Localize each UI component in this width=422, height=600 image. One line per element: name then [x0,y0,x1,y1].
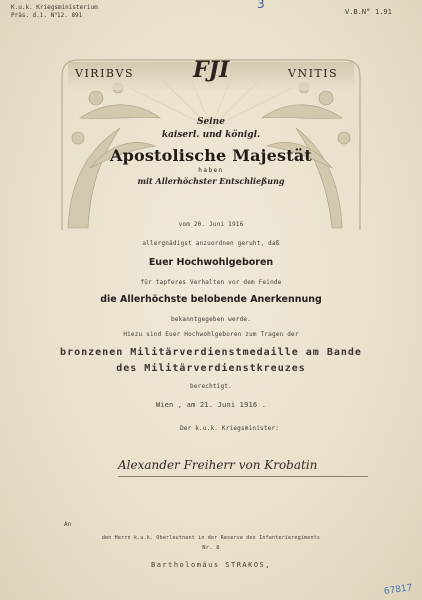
ministry-header: K.u.k. Kriegsministerium [11,4,98,11]
reference-label: V.B.N° [345,8,371,16]
decision-date: vom 20. Juni 1916 [178,221,244,228]
line-berechtigt: berechtigt. [190,383,232,390]
presidial-number: 12. 891 [57,12,83,19]
pencil-mark: 3 [257,0,265,11]
archive-number: 67817 [383,583,414,597]
line-tapferes: für tapferes Verhalten vor dem Feinde [140,279,282,286]
medal-line-1: bronzenen Militärverdienstmedaille am Bande [60,347,362,358]
line-bekanntgegeben: bekanntgegeben werde. [170,316,252,323]
addressee-line-1: den Herrn k.u.k. Oberleutnant in der Reserve des Infanterieregiments [101,535,321,541]
addressee-line-3: Bartholomäus STRAKOS, [150,561,271,569]
signature-line [118,476,368,477]
line-hiezu: Hiezu sind Euer Hochwohlgeboren zum Tragen der [123,331,299,338]
reference-number: 1.91 [375,8,392,16]
presidial-label: Präs. d.i. N° [11,12,58,19]
footer-side-mark: An [64,521,72,528]
recipient-title: Euer Hochwohlgeboren [148,257,274,268]
line-haben: haben [198,167,224,174]
imperial-monogram: FJI [193,57,230,83]
signature-label: Der k.u.k. Kriegsminister: [180,425,280,432]
addressee-line-2: Nr. 8 [202,545,220,551]
handwritten-signature: Alexander Freiherr von Krobatin [118,458,318,472]
motto-left: VIRIBVS [75,67,134,80]
line-entschliessung: mit Allerhöchster Entschließung [137,176,285,186]
line-majestaet: Apostolische Majestät [109,146,313,165]
line-seine: Seine [197,117,225,127]
award-line: die Allerhöchste belobende Anerkennung [100,294,322,305]
medal-line-2: des Militärverdienstkreuzes [116,363,306,374]
line-kaiserl: kaiserl. und königl. [161,130,261,140]
line-anzuordnen: allergnädigst anzuordnen geruht, daß [142,240,280,247]
motto-right: VNITIS [288,67,339,80]
place-date: Wien , am 21. Juni 1916 . [155,401,267,409]
